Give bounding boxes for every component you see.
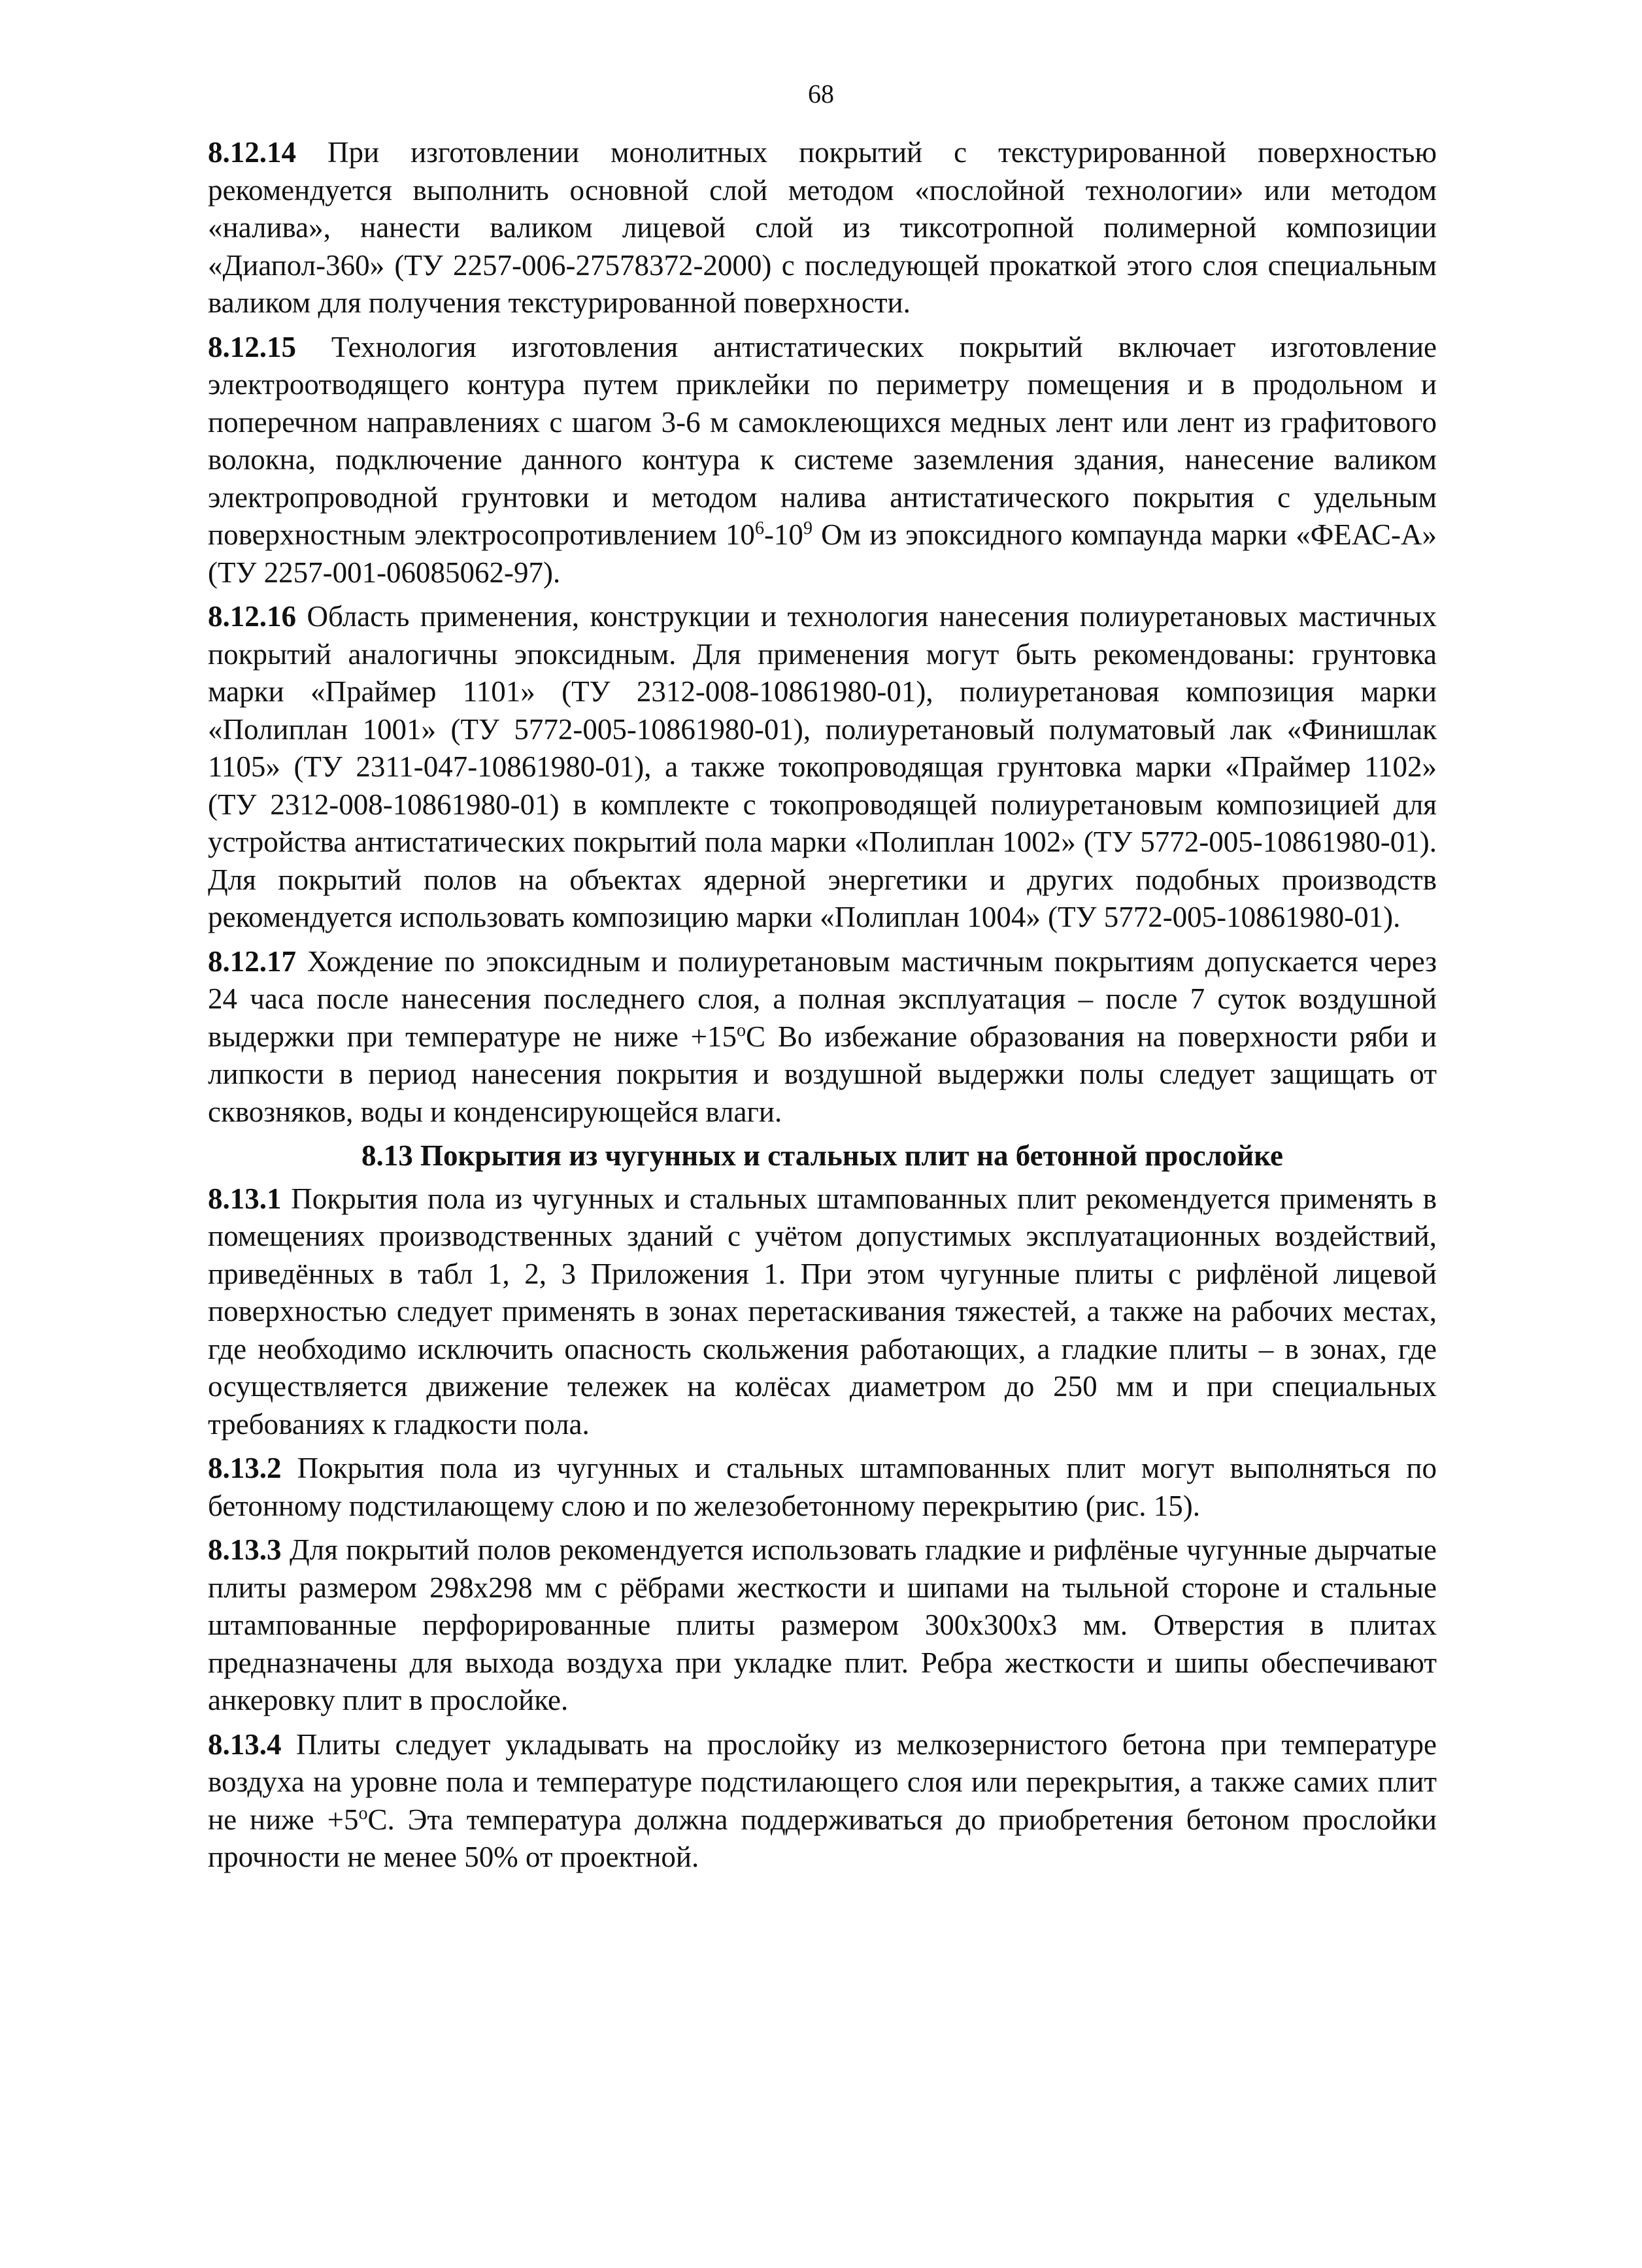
clause-text: Покрытия пола из чугунных и стальных штампованных плит рекомендуется применять в помещениях производственных зданий с учётом допустимых эксплуатационных воздействий, приведённых в табл 1, 2, 3 Приложения 1. При этом чугунные плиты с рифлёной лицевой поверхностью следует применять в зонах перетаскивания тяжестей, а также на рабочих местах, где необходимо исключить опасность скольжения работающих, а гладкие плиты – в зонах, где осуществляется движение тележек на колёсах диаметром до 250 мм и при специальных требованиях к гладкости пола.: [208, 1182, 1437, 1441]
clause-text: -10: [763, 518, 803, 551]
clause-number: 8.12.16: [208, 600, 296, 633]
paragraph-8-12-15: [208, 329, 1437, 592]
clause-text: С. Эта температура должна поддерживаться до приобретения бетоном прослойки прочности не менее 50% от проектной.: [208, 1803, 1437, 1873]
paragraph-8-13-2: [208, 1450, 1437, 1525]
clause-number: 8.12.14: [208, 136, 296, 169]
clause-number: 8.12.15: [208, 330, 296, 363]
clause-text: С Во избежание образования на поверхности ряби и липкости в период нанесения покрытия и воздушной выдержки полы следует защищать от сквозняков, воды и конденсирующейся влаги.: [208, 1020, 1437, 1128]
clause-text: Плиты следует укладывать на прослойку из мелкозернистого бетона при температуре воздуха на уровне пола и температуре подстилающего слоя или перекрытия, а также самих плит не ниже +5: [208, 1727, 1437, 1836]
paragraph-8-12-14: [208, 134, 1437, 322]
clause-text: Покрытия пола из чугунных и стальных штампованных плит могут выполняться по бетонному подстилающему слою и по железобетонному перекрытию (рис. 15).: [208, 1452, 1437, 1522]
degree-sign: o: [358, 1803, 368, 1824]
degree-sign: o: [737, 1020, 746, 1041]
clause-number: 8.13.1: [208, 1182, 282, 1215]
paragraph-8-13-4: [208, 1726, 1437, 1876]
exponent: 6: [754, 518, 764, 539]
clause-number: 8.13.4: [208, 1727, 282, 1761]
paragraph-8-13-3: [208, 1531, 1437, 1720]
clause-number: 8.13.3: [208, 1533, 282, 1566]
clause-text: Область применения, конструкции и технология нанесения полиуретановых мастичных покрытий аналогичны эпоксидным. Для применения могут быть рекомендованы: грунтовка марки «Праймер 1101» (ТУ 2312-008-10861980-01), полиуретановая композиция марки «Полиплан 1001» (ТУ 5772-005-10861980-01), полиуретановый полуматовый лак «Финишлак 1105» (ТУ 2311-047-10861980-01), а также токопроводящая грунтовка марки «Праймер 1102» (ТУ 2312-008-10861980-01) в комплекте с токопроводящей полиуретановым композицией для устройства антистатических покрытий пола марки «Полиплан 1002» (ТУ 5772-005-10861980-01). Для покрытий полов на объектах ядерной энергетики и других подобных производств рекомендуется использовать композицию марки «Полиплан 1004» (ТУ 5772-005-10861980-01).: [208, 600, 1437, 933]
clause-text: Хождение по эпоксидным и полиуретановым мастичным покрытиям допускается через 24 часа после нанесения последнего слоя, а полная эксплуатация – после 7 суток воздушной выдержки при температуре не ниже +15: [208, 944, 1437, 1053]
clause-text: При изготовлении монолитных покрытий с текстурированной поверхностью рекомендуется выполнить основной слой методом «послойной технологии» или методом «налива», нанести валиком лицевой слой из тиксотропной полимерной композиции «Диапол-360» (ТУ 2257-006-27578372-2000) с последующей прокаткой этого слоя специальным валиком для получения текстурированной поверхности.: [208, 136, 1437, 319]
clause-text: Технология изготовления антистатических покрытий включает изготовление электроотводящего контура путем приклейки по периметру помещения и в продольном и поперечном направлениях с шагом 3-6 м самоклеющихся медных лент или лент из графитового волокна, подключение данного контура к системе заземления здания, нанесение валиком электропроводной грунтовки и методом налива антистатического покрытия с удельным поверхностным электросопротивлением 10: [208, 330, 1437, 551]
section-title: 8.13 Покрытия из чугунных и стальных плит на бетонной прослойке: [361, 1139, 1284, 1172]
clause-number: 8.13.2: [208, 1452, 282, 1484]
clause-number: 8.12.17: [208, 944, 296, 978]
paragraph-8-12-16: [208, 598, 1437, 937]
paragraph-8-12-17: [208, 943, 1437, 1131]
paragraph-8-13-1: [208, 1180, 1437, 1444]
document-body: [208, 134, 1437, 1883]
page-number: 68: [808, 79, 834, 108]
clause-text: Ом из эпоксидного компаунда марки «ФЕАС-А» (ТУ 2257-001-06085062-97).: [208, 518, 1437, 589]
clause-text: Для покрытий полов рекомендуется использовать гладкие и рифлёные чугунные дырчатые плиты размером 298х298 мм с рёбрами жесткости и шипами на тыльной стороне и стальные штампованные перфорированные плиты размером 300х300х3 мм. Отверстия в плитах предназначены для выхода воздуха при укладке плит. Ребра жесткости и шипы обеспечивают анкеровку плит в прослойке.: [208, 1533, 1437, 1716]
exponent: 9: [803, 518, 813, 539]
